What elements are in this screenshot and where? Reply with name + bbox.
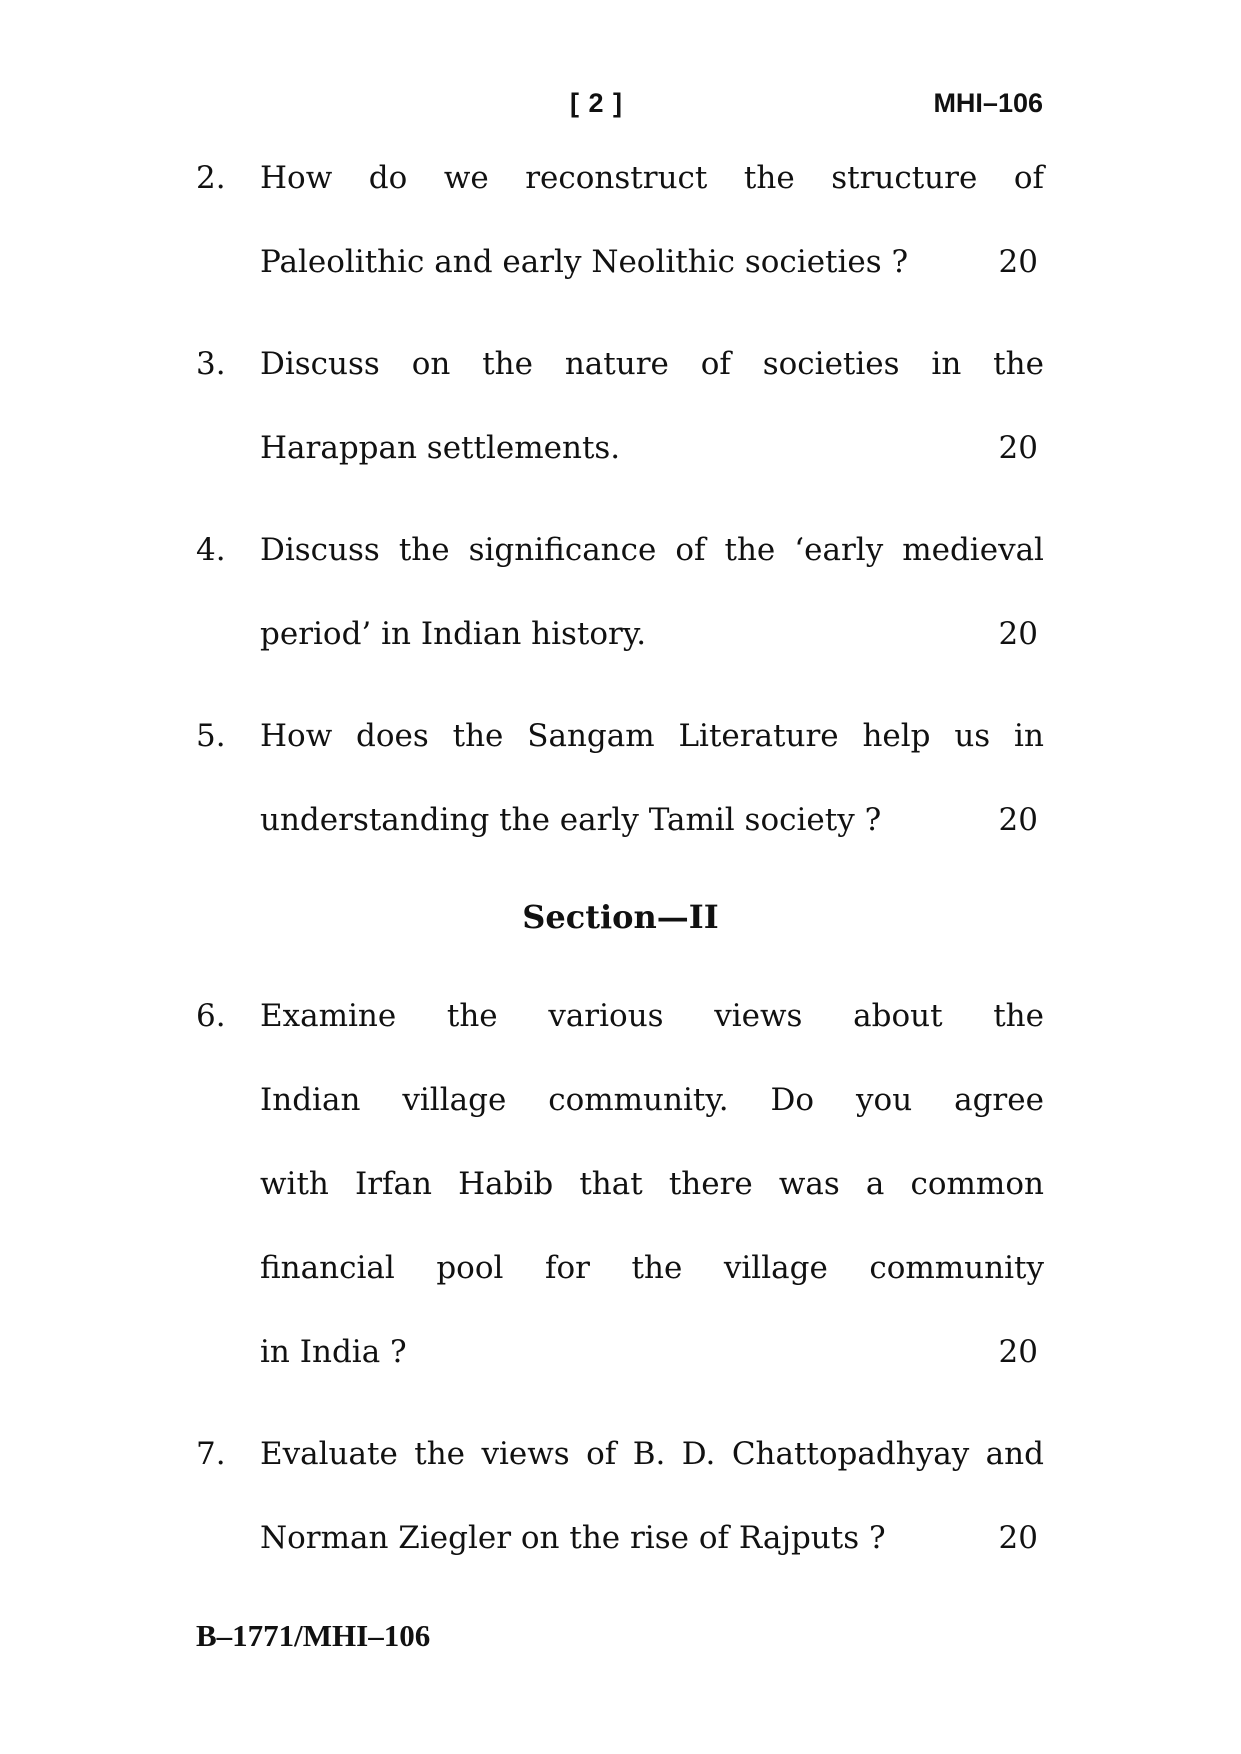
question-word: for xyxy=(544,1250,590,1286)
question-word: village xyxy=(402,1082,507,1118)
question-word: with xyxy=(260,1166,329,1202)
question-line xyxy=(260,1334,1044,1378)
section-heading: Section—II xyxy=(522,898,719,936)
question-line xyxy=(260,346,1044,390)
question-word: you xyxy=(856,1082,913,1118)
question-word: in xyxy=(931,346,962,382)
question-word: D. xyxy=(681,1436,716,1472)
question-marks: 20 xyxy=(998,244,1038,280)
page-header xyxy=(0,88,1241,128)
question-word: community. xyxy=(548,1082,729,1118)
question-line xyxy=(260,1250,1044,1294)
question-word: Discuss xyxy=(260,532,380,568)
question-line xyxy=(260,1436,1044,1480)
question-word: we xyxy=(443,160,489,196)
question-word: the xyxy=(482,346,533,382)
question-word: the xyxy=(993,998,1044,1034)
question-word: societies xyxy=(762,346,900,382)
question-word: common xyxy=(910,1166,1044,1202)
question-marks: 20 xyxy=(998,1520,1038,1556)
question-word: of xyxy=(700,346,731,382)
question-word: Habib xyxy=(458,1166,554,1202)
question-number: 6. xyxy=(196,998,226,1034)
question-line xyxy=(260,1166,1044,1210)
question-word: various xyxy=(548,998,664,1034)
question-text: Norman Ziegler on the rise of Rajputs ? xyxy=(260,1520,886,1556)
question-word: the xyxy=(724,532,776,568)
question-text: Paleolithic and early Neolithic societies ? xyxy=(260,244,909,280)
question-text: in India ? xyxy=(260,1334,407,1370)
question-word: does xyxy=(356,718,429,754)
question-word: medieval xyxy=(902,532,1044,568)
question-word: village xyxy=(723,1250,828,1286)
question-word: help xyxy=(862,718,931,754)
question-word: of xyxy=(586,1436,617,1472)
question-word: community xyxy=(869,1250,1044,1286)
question-number: 5. xyxy=(196,718,226,754)
question-word: How xyxy=(260,160,333,196)
question-text: understanding the early Tamil society ? xyxy=(260,802,882,838)
question-word: in xyxy=(1014,718,1044,754)
question-line xyxy=(260,998,1044,1042)
question-word: Indian xyxy=(260,1082,361,1118)
question-text: Harappan settlements. xyxy=(260,430,621,466)
question-word: ‘early xyxy=(794,532,884,568)
question-word: Examine xyxy=(260,998,397,1034)
question-word: of xyxy=(675,532,706,568)
question-line xyxy=(260,802,1044,846)
question-word: us xyxy=(954,718,991,754)
question-word: of xyxy=(1013,160,1044,196)
question-word: the xyxy=(398,532,450,568)
question-word: the xyxy=(631,1250,683,1286)
question-word: Literature xyxy=(678,718,839,754)
question-word: How xyxy=(260,718,333,754)
question-word: Chattopadhyay xyxy=(731,1436,970,1472)
question-word: was xyxy=(778,1166,840,1202)
question-number: 7. xyxy=(196,1436,226,1472)
question-line xyxy=(260,1520,1044,1564)
question-word: on xyxy=(411,346,451,382)
question-word: that xyxy=(579,1166,643,1202)
question-word: Discuss xyxy=(260,346,380,382)
course-code: MHI–106 xyxy=(933,88,1043,118)
question-word: there xyxy=(668,1166,753,1202)
question-word: and xyxy=(985,1436,1044,1472)
question-word: structure xyxy=(831,160,978,196)
question-marks: 20 xyxy=(998,616,1038,652)
question-word: pool xyxy=(436,1250,504,1286)
question-line xyxy=(260,244,1044,288)
question-line xyxy=(260,532,1044,576)
question-word: Sangam xyxy=(527,718,655,754)
question-line xyxy=(260,616,1044,660)
question-word: the xyxy=(414,1436,466,1472)
question-word: the xyxy=(452,718,504,754)
question-word: views xyxy=(714,998,803,1034)
question-word: financial xyxy=(260,1250,395,1286)
question-word: Do xyxy=(770,1082,815,1118)
question-word: do xyxy=(368,160,408,196)
question-word: the xyxy=(446,998,498,1034)
question-word: Evaluate xyxy=(260,1436,398,1472)
question-word: Irfan xyxy=(354,1166,432,1202)
question-word: significance xyxy=(468,532,657,568)
question-word: views xyxy=(481,1436,570,1472)
question-line xyxy=(260,718,1044,762)
question-word: the xyxy=(743,160,795,196)
question-line xyxy=(260,430,1044,474)
page-number: [ 2 ] xyxy=(570,88,624,118)
question-word: reconstruct xyxy=(525,160,708,196)
question-number: 3. xyxy=(196,346,226,382)
question-line xyxy=(260,160,1044,204)
question-word: B. xyxy=(632,1436,666,1472)
question-number: 2. xyxy=(196,160,226,196)
question-word: a xyxy=(865,1166,885,1202)
question-marks: 20 xyxy=(998,1334,1038,1370)
question-word: the xyxy=(993,346,1044,382)
question-word: about xyxy=(853,998,943,1034)
question-marks: 20 xyxy=(998,430,1038,466)
question-word: nature xyxy=(564,346,669,382)
question-line xyxy=(260,1082,1044,1126)
question-word: agree xyxy=(954,1082,1044,1118)
paper-code-footer: B–1771/MHI–106 xyxy=(196,1618,431,1653)
question-marks: 20 xyxy=(998,802,1038,838)
question-text: period’ in Indian history. xyxy=(260,616,647,652)
question-number: 4. xyxy=(196,532,226,568)
